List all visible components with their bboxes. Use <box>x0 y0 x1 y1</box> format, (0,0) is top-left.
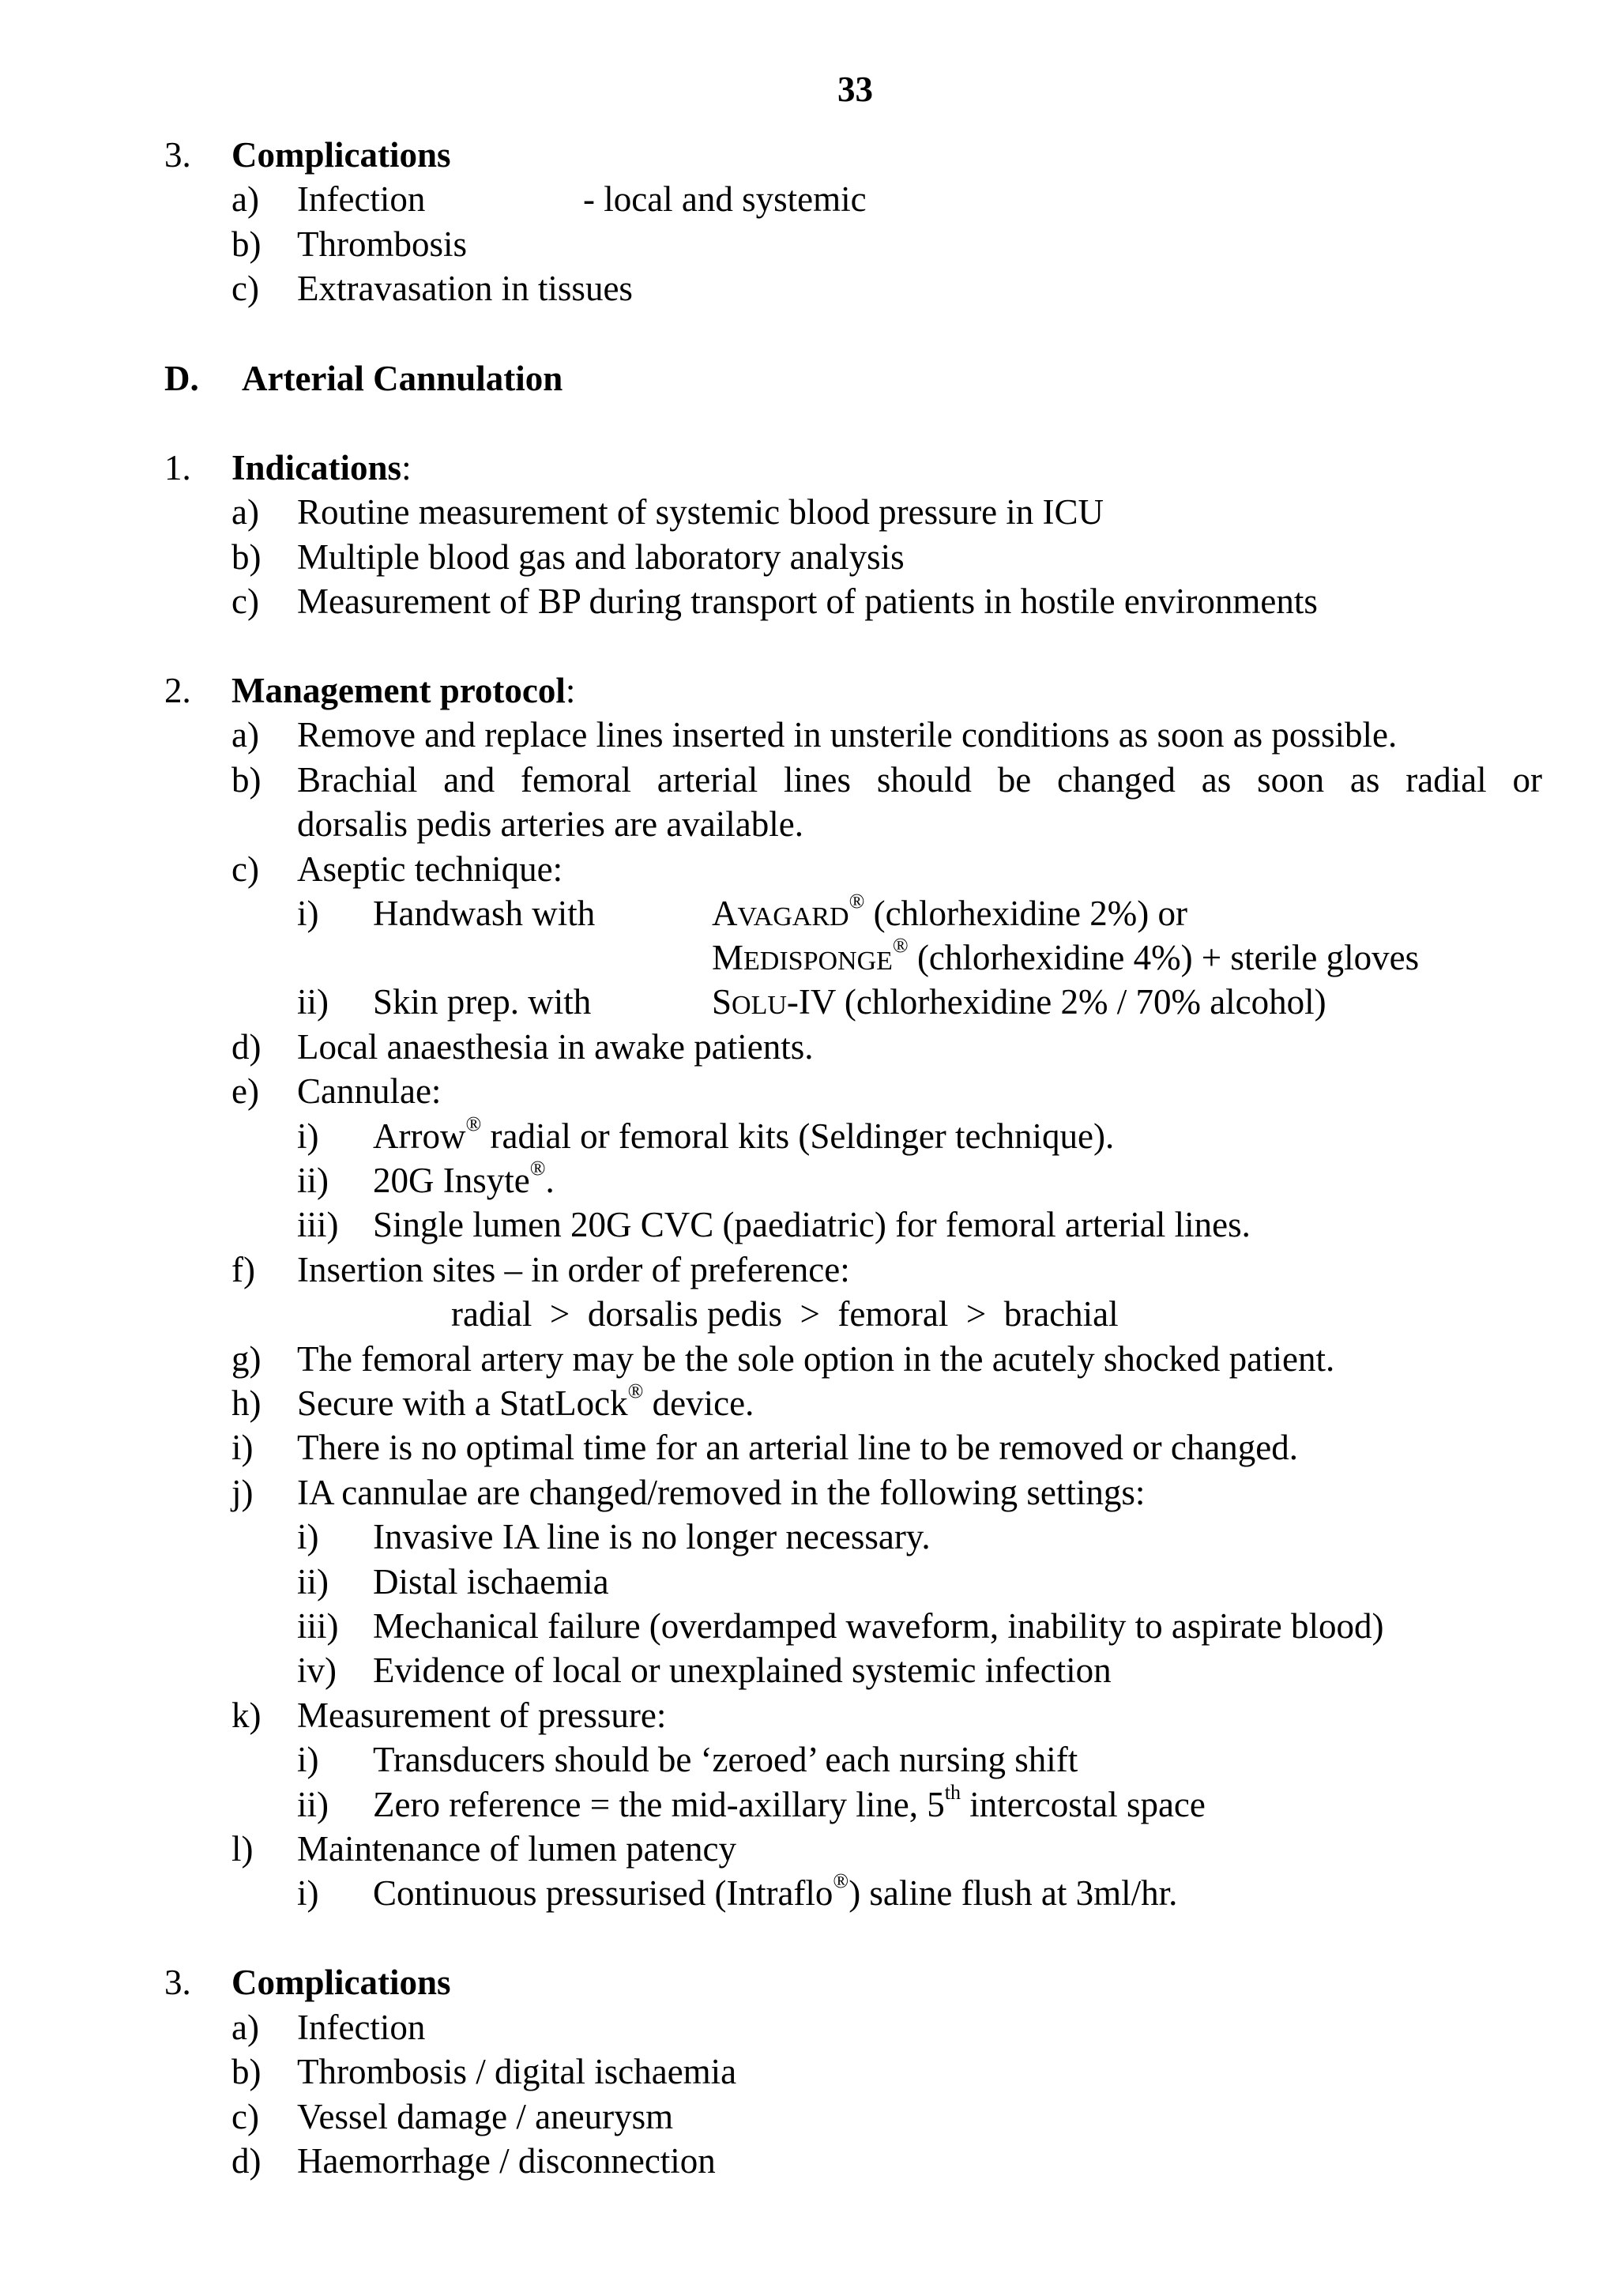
section-heading <box>231 668 575 713</box>
text-part: device. <box>643 1383 754 1423</box>
sub-item-text <box>373 1114 1114 1158</box>
sub-item-marker: ii) <box>297 982 329 1022</box>
sub-item-text <box>373 1782 1206 1827</box>
sub-item-label: Skin prep. with <box>373 982 592 1022</box>
sub-item-text: Invasive IA line is no longer necessary. <box>373 1517 931 1556</box>
text-part: 20G Insyte <box>373 1161 530 1200</box>
sub-item-marker: ii) <box>297 1785 329 1824</box>
sub-item-text: Single lumen 20G CVC (paediatric) for femoral arterial lines. <box>373 1205 1251 1244</box>
sub-item-text: Distal ischaemia <box>373 1562 609 1602</box>
item-text: Extravasation in tissues <box>297 269 633 308</box>
brand-description: (chlorhexidine 2%) or <box>864 894 1187 933</box>
item-text <box>297 1381 754 1425</box>
sub-item-text <box>373 1871 1177 1915</box>
sub-item-marker: iii) <box>297 1205 339 1244</box>
item-marker: k) <box>231 1696 262 1735</box>
item-marker: b) <box>231 2052 262 2091</box>
item-text: The femoral artery may be the sole option in the acutely shocked patient. <box>297 1339 1335 1379</box>
item-text: Thrombosis / digital ischaemia <box>297 2052 737 2091</box>
insertion-site-order: radial > dorsalis pedis > femoral > brachial <box>451 1294 1119 1334</box>
item-marker: b) <box>231 224 262 264</box>
item-marker: d) <box>231 2141 262 2181</box>
item-text: Local anaesthesia in awake patients. <box>297 1027 814 1067</box>
item-text: Measurement of BP during transport of patients in hostile environments <box>297 582 1318 621</box>
item-text: Routine measurement of systemic blood pressure in ICU <box>297 492 1104 532</box>
solu-line <box>712 980 1326 1028</box>
item-text: Infection <box>297 179 426 219</box>
list-number: 3. <box>164 1963 191 2002</box>
item-text: Measurement of pressure: <box>297 1696 667 1735</box>
item-text: Cannulae: <box>297 1071 442 1111</box>
item-text: There is no optimal time for an arterial line to be removed or changed. <box>297 1428 1299 1467</box>
text-part: radial or femoral kits (Seldinger technique). <box>481 1116 1115 1156</box>
page-number: 33 <box>837 70 873 109</box>
item-marker: e) <box>231 1071 259 1111</box>
list-number: 3. <box>164 135 191 175</box>
registered-mark: ® <box>833 1869 849 1892</box>
medisponge-line <box>712 935 1419 984</box>
list-number: 1. <box>164 448 191 487</box>
item-text: Brachial and femoral arterial lines should be changed as soon as radial or <box>297 760 1542 800</box>
brand-smallcaps: VAGARD <box>737 902 849 932</box>
heading-colon: : <box>565 671 576 710</box>
heading-colon: : <box>401 448 412 487</box>
sub-item-marker: i) <box>297 1740 319 1779</box>
sub-item-marker: iii) <box>297 1606 339 1646</box>
sub-item-label: Handwash with <box>373 894 596 933</box>
brand-description: -IV (chlorhexidine 2% / 70% alcohol) <box>786 982 1326 1022</box>
sub-item-marker: ii) <box>297 1161 329 1200</box>
section-letter: D. <box>164 359 199 398</box>
registered-mark: ® <box>465 1112 482 1135</box>
sub-item-marker: i) <box>297 894 319 933</box>
text-part: intercostal space <box>961 1785 1206 1824</box>
sub-item-text: Mechanical failure (overdamped waveform, inability to aspirate blood) <box>373 1606 1384 1646</box>
ordinal-suffix: th <box>944 1781 961 1804</box>
registered-mark: ® <box>849 890 865 913</box>
sub-item-marker: i) <box>297 1517 319 1556</box>
item-marker: c) <box>231 849 259 889</box>
sub-item-marker: i) <box>297 1873 319 1913</box>
item-marker: a) <box>231 2008 259 2047</box>
item-marker: a) <box>231 179 259 219</box>
brand-initial: A <box>712 894 738 933</box>
sub-item-text <box>373 1158 555 1203</box>
heading-text: Indications <box>231 448 402 487</box>
brand-initial: M <box>712 938 744 977</box>
brand-initial: S <box>712 982 732 1022</box>
item-marker: a) <box>231 492 259 532</box>
text-part: . <box>545 1161 555 1200</box>
item-text: Infection <box>297 2008 426 2047</box>
item-marker: b) <box>231 760 262 800</box>
item-text: Haemorrhage / disconnection <box>297 2141 716 2181</box>
item-marker: h) <box>231 1383 262 1423</box>
item-marker: a) <box>231 715 259 755</box>
registered-mark: ® <box>529 1157 546 1180</box>
text-part: Secure with a StatLock <box>297 1383 628 1423</box>
item-marker: i) <box>231 1428 254 1467</box>
text-part: Zero reference = the mid-axillary line, 5 <box>373 1785 945 1824</box>
item-marker: b) <box>231 537 262 577</box>
item-note: - local and systemic <box>583 179 867 219</box>
section-title: Arterial Cannulation <box>242 359 563 398</box>
item-marker: f) <box>231 1250 255 1289</box>
item-marker: c) <box>231 2097 259 2136</box>
text-part: Arrow <box>373 1116 466 1156</box>
item-text: Multiple blood gas and laboratory analysis <box>297 537 905 577</box>
list-number: 2. <box>164 671 191 710</box>
registered-mark: ® <box>627 1379 644 1402</box>
item-marker: c) <box>231 269 259 308</box>
brand-description: (chlorhexidine 4%) + sterile gloves <box>908 938 1420 977</box>
item-text: Remove and replace lines inserted in unsterile conditions as soon as possible. <box>297 715 1398 755</box>
text-part: Continuous pressurised (Intraflo <box>373 1873 833 1913</box>
section-heading: Complications <box>231 1963 451 2002</box>
item-marker: c) <box>231 582 259 621</box>
item-marker: l) <box>231 1829 254 1869</box>
item-text: Aseptic technique: <box>297 849 563 889</box>
item-text: Maintenance of lumen patency <box>297 1829 737 1869</box>
item-marker: g) <box>231 1339 262 1379</box>
item-marker: j) <box>231 1473 254 1512</box>
section-heading <box>231 446 412 490</box>
heading-text: Management protocol <box>231 671 566 710</box>
sub-item-text: Evidence of local or unexplained systemic infection <box>373 1650 1112 1690</box>
sub-item-marker: ii) <box>297 1562 329 1602</box>
registered-mark: ® <box>892 934 909 957</box>
text-part: ) saline flush at 3ml/hr. <box>849 1873 1178 1913</box>
item-text-continued: dorsalis pedis arteries are available. <box>297 804 803 844</box>
item-text: Insertion sites – in order of preference: <box>297 1250 850 1289</box>
sub-item-marker: i) <box>297 1116 319 1156</box>
sub-item-marker: iv) <box>297 1650 337 1690</box>
item-marker: d) <box>231 1027 262 1067</box>
sub-item-text: Transducers should be ‘zeroed’ each nursing shift <box>373 1740 1078 1779</box>
item-text: IA cannulae are changed/removed in the following settings: <box>297 1473 1146 1512</box>
brand-smallcaps: EDISPONGE <box>743 947 893 976</box>
brand-smallcaps: OLU <box>732 991 787 1020</box>
item-text: Thrombosis <box>297 224 468 264</box>
section-heading: Complications <box>231 135 451 175</box>
avagard-line <box>712 891 1187 939</box>
item-text: Vessel damage / aneurysm <box>297 2097 674 2136</box>
